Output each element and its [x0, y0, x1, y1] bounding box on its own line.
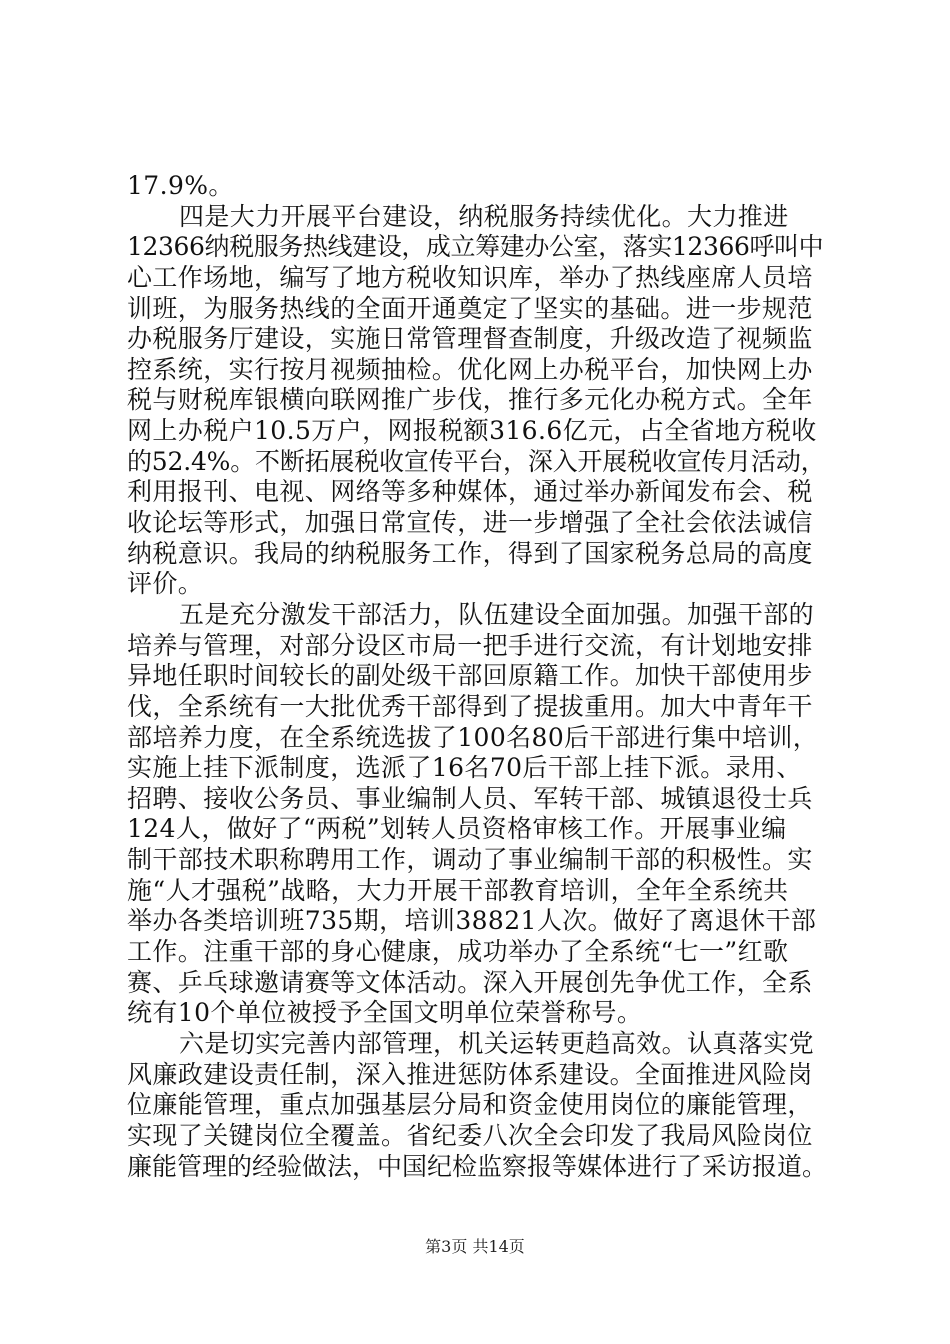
text-line: 施“人才强税”战略，大力开展干部教育培训，全年全系统共	[127, 875, 789, 905]
text-line: 五是充分激发干部活力，队伍建设全面加强。加强干部的	[179, 599, 815, 629]
text-line: 六是切实完善内部管理，机关运转更趋高效。认真落实党	[179, 1028, 815, 1058]
text-line: 工作。注重干部的身心健康，成功举办了全系统“七一”红歌	[127, 937, 789, 967]
text-line: 招聘、接收公务员、事业编制人员、军转干部、城镇退役士兵	[127, 783, 813, 813]
text-line: 税与财税库银横向联网推广步伐，推行多元化办税方式。全年	[127, 385, 813, 415]
text-line: 的52.4%。不断拓展税收宣传平台，深入开展税收宣传月活动，	[127, 446, 826, 476]
text-line: 心工作场地，编写了地方税收知识库，举办了热线座席人员培	[127, 262, 813, 292]
text-line: 风廉政建设责任制，深入推进惩防体系建设。全面推进风险岗	[127, 1059, 813, 1089]
page-number-indicator: 第3页 共14页	[425, 1237, 525, 1256]
text-line: 培养与管理，对部分设区市局一把手进行交流，有计划地安排	[127, 630, 813, 660]
text-line: 实施上挂下派制度，选派了16名70后干部上挂下派。录用、	[127, 753, 802, 783]
text-line: 评价。	[127, 569, 204, 599]
text-line: 廉能管理的经验做法，中国纪检监察报等媒体进行了采访报道。	[127, 1151, 828, 1181]
text-line: 统有10个单位被授予全国文明单位荣誉称号。	[127, 998, 643, 1028]
text-line: 利用报刊、电视、网络等多种媒体，通过举办新闻发布会、税	[127, 477, 813, 507]
text-line: 124人，做好了“两税”划转人员资格审核工作。开展事业编	[127, 814, 787, 844]
text-line: 举办各类培训班735期，培训38821人次。做好了离退休干部	[127, 906, 817, 936]
text-line: 赛、乒乓球邀请赛等文体活动。深入开展创先争优工作，全系	[127, 967, 813, 997]
text-line: 网上办税户10.5万户，网报税额316.6亿元，占全省地方税收	[127, 416, 817, 446]
page-footer	[0, 1237, 950, 1257]
text-line: 伐，全系统有一大批优秀干部得到了提拔重用。加大中青年干	[127, 691, 813, 721]
text-line: 纳税意识。我局的纳税服务工作，得到了国家税务总局的高度	[127, 538, 813, 568]
text-line: 制干部技术职称聘用工作，调动了事业编制干部的积极性。实	[127, 845, 813, 875]
text-line: 收论坛等形式，加强日常宣传，进一步增强了全社会依法诚信	[127, 508, 813, 538]
text-line: 控系统，实行按月视频抽检。优化网上办税平台，加快网上办	[127, 354, 813, 384]
text-line: 17.9%。	[127, 171, 234, 200]
text-line: 实现了关键岗位全覆盖。省纪委八次全会印发了我局风险岗位	[127, 1120, 813, 1150]
text-line: 办税服务厅建设，实施日常管理督查制度，升级改造了视频监	[127, 324, 813, 354]
text-line: 位廉能管理，重点加强基层分局和资金使用岗位的廉能管理，	[127, 1090, 813, 1120]
text-line: 异地任职时间较长的副处级干部回原籍工作。加快干部使用步	[127, 661, 813, 691]
text-line: 12366纳税服务热线建设，成立筹建办公室，落实12366呼叫中	[127, 232, 824, 262]
text-line: 训班，为服务热线的全面开通奠定了坚实的基础。进一步规范	[127, 293, 813, 323]
document-body	[127, 171, 827, 1182]
text-line: 部培养力度，在全系统选拔了100名80后干部进行集中培训，	[127, 722, 819, 752]
text-line: 四是大力开展平台建设，纳税服务持续优化。大力推进	[179, 201, 789, 231]
